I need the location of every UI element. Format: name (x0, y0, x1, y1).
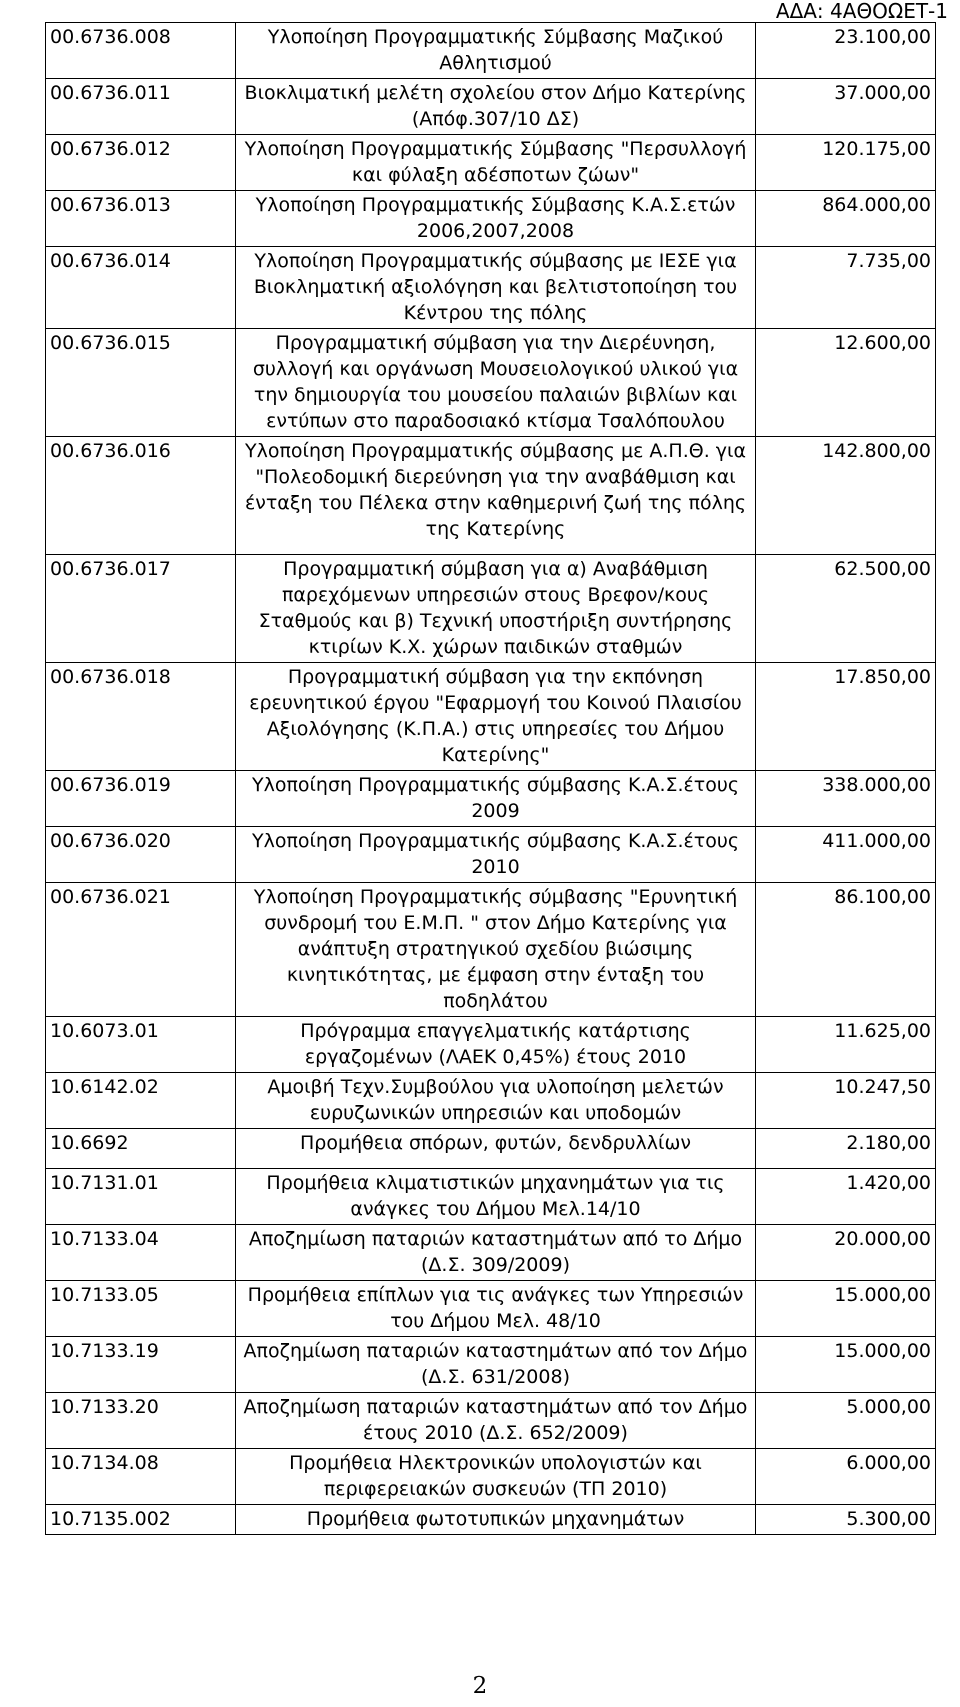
page-number: 2 (472, 1673, 488, 1699)
row-amount: 15.000,00 (756, 1281, 936, 1337)
table-row (46, 827, 936, 883)
row-amount: 10.247,50 (756, 1073, 936, 1129)
row-description: Προγραμματική σύμβαση για την Διερέυνηση, συλλογή και οργάνωση Μουσειολογικού υλικού για την δημιουργία του μουσείου παλαιών βιβλίων και εντύπων στο παραδοσιακό κτίσμα Τσαλόπουλου (236, 329, 756, 437)
ada-code: ΑΔΑ: 4ΑΘΟΩΕΤ-1 (775, 0, 948, 23)
row-code: 10.7131.01 (46, 1169, 236, 1225)
row-amount: 23.100,00 (756, 23, 936, 79)
row-amount: 15.000,00 (756, 1337, 936, 1393)
table-row (46, 883, 936, 1017)
row-code: 00.6736.014 (46, 247, 236, 329)
row-description: Πρόγραμμα επαγγελματικής κατάρτισης εργαζομένων (ΛΑΕΚ 0,45%) έτους 2010 (236, 1017, 756, 1073)
table-row (46, 1505, 936, 1535)
row-amount: 864.000,00 (756, 191, 936, 247)
row-amount: 62.500,00 (756, 555, 936, 663)
row-code: 10.7133.05 (46, 1281, 236, 1337)
row-amount: 20.000,00 (756, 1225, 936, 1281)
table-row (46, 191, 936, 247)
budget-table (45, 22, 936, 1535)
row-description: Υλοποίηση Προγραμματικής σύμβασης "Ερυνητική συνδρομή του Ε.Μ.Π. " στον Δήμο Κατερίνης για ανάπτυξη στρατηγικού σχεδίου βιώσιμης κινητικότητας, με έμφαση στην ένταξη του ποδηλάτου (236, 883, 756, 1017)
row-amount: 6.000,00 (756, 1449, 936, 1505)
table-row (46, 1225, 936, 1281)
row-code: 00.6736.017 (46, 555, 236, 663)
row-code: 00.6736.013 (46, 191, 236, 247)
table-row (46, 1169, 936, 1225)
row-amount: 338.000,00 (756, 771, 936, 827)
row-code: 10.7135.002 (46, 1505, 236, 1535)
row-description: Βιοκλιματική μελέτη σχολείου στον Δήμο Κατερίνης (Απόφ.307/10 ΔΣ) (236, 79, 756, 135)
table-row (46, 79, 936, 135)
table-row (46, 1129, 936, 1169)
row-code: 10.6142.02 (46, 1073, 236, 1129)
row-amount: 7.735,00 (756, 247, 936, 329)
row-amount: 142.800,00 (756, 437, 936, 555)
row-description: Υλοποίηση Προγραμματικής σύμβασης με Α.Π.Θ. για "Πολεοδομική διερεύνηση για την αναβάθμιση και ένταξη του Πέλεκα στην καθημερινή ζωή της πόλης της Κατερίνης (236, 437, 756, 555)
row-description: Αμοιβή Τεχν.Συμβούλου για υλοποίηση μελετών ευρυζωνικών υπηρεσιών και υποδομών (236, 1073, 756, 1129)
row-description: Υλοποίηση Προγραμματικής σύμβασης με ΙΕΣΕ για Βιοκληματική αξιολόγηση και βελτιστοποίηση του Κέντρου της πόλης (236, 247, 756, 329)
row-amount: 17.850,00 (756, 663, 936, 771)
row-amount: 120.175,00 (756, 135, 936, 191)
row-code: 10.7133.19 (46, 1337, 236, 1393)
table-row (46, 771, 936, 827)
row-description: Προγραμματική σύμβαση για α) Αναβάθμιση παρεχόμενων υπηρεσιών στους Βρεφον/κους Σταθμούς και β) Τεχνική υποστήριξη συντήρησης κτιρίων Κ.Χ. χώρων παιδικών σταθμών (236, 555, 756, 663)
row-code: 10.7133.04 (46, 1225, 236, 1281)
table-row (46, 135, 936, 191)
row-description: Προμήθεια επίπλων για τις ανάγκες των Υπηρεσιών του Δήμου Μελ. 48/10 (236, 1281, 756, 1337)
row-code: 10.6073.01 (46, 1017, 236, 1073)
table-row (46, 329, 936, 437)
row-description: Προμήθεια σπόρων, φυτών, δενδρυλλίων (236, 1129, 756, 1169)
table-row (46, 1017, 936, 1073)
row-description: Υλοποίηση Προγραμματικής Σύμβασης "Περσυλλογή και φύλαξη αδέσποτων ζώων" (236, 135, 756, 191)
row-description: Αποζημίωση παταριών καταστημάτων από το Δήμο (Δ.Σ. 309/2009) (236, 1225, 756, 1281)
row-code: 00.6736.015 (46, 329, 236, 437)
table-row (46, 1393, 936, 1449)
row-code: 00.6736.016 (46, 437, 236, 555)
row-description: Υλοποίηση Προγραμματικής σύμβασης Κ.Α.Σ.έτους 2009 (236, 771, 756, 827)
table-row (46, 23, 936, 79)
row-description: Αποζημίωση παταριών καταστημάτων από τον Δήμο (Δ.Σ. 631/2008) (236, 1337, 756, 1393)
row-description: Προμήθεια φωτοτυπικών μηχανημάτων (236, 1505, 756, 1535)
row-code: 10.7134.08 (46, 1449, 236, 1505)
table-row (46, 663, 936, 771)
row-code: 00.6736.021 (46, 883, 236, 1017)
table-row (46, 555, 936, 663)
row-amount: 1.420,00 (756, 1169, 936, 1225)
table-row (46, 247, 936, 329)
row-amount: 37.000,00 (756, 79, 936, 135)
row-code: 00.6736.011 (46, 79, 236, 135)
row-description: Προμήθεια κλιματιστικών μηχανημάτων για τις ανάγκες του Δήμου Μελ.14/10 (236, 1169, 756, 1225)
row-amount: 5.300,00 (756, 1505, 936, 1535)
table-row (46, 1281, 936, 1337)
row-code: 10.7133.20 (46, 1393, 236, 1449)
row-code: 10.6692 (46, 1129, 236, 1169)
table-row (46, 1073, 936, 1129)
row-description: Προγραμματική σύμβαση για την εκπόνηση ερευνητικού έργου "Εφαρμογή του Κοινού Πλαισίου Αξιολόγησης (Κ.Π.Α.) στις υπηρεσίες του Δήμου Κατερίνης" (236, 663, 756, 771)
row-code: 00.6736.019 (46, 771, 236, 827)
row-code: 00.6736.008 (46, 23, 236, 79)
row-description: Υλοποίηση Προγραμματικής Σύμβασης Κ.Α.Σ.ετών 2006,2007,2008 (236, 191, 756, 247)
row-description: Υλοποίηση Προγραμματικής Σύμβασης Μαζικού Αθλητισμού (236, 23, 756, 79)
row-amount: 86.100,00 (756, 883, 936, 1017)
table-row (46, 437, 936, 555)
row-description: Υλοποίηση Προγραμματικής σύμβασης Κ.Α.Σ.έτους 2010 (236, 827, 756, 883)
row-amount: 11.625,00 (756, 1017, 936, 1073)
row-description: Προμήθεια Ηλεκτρονικών υπολογιστών και περιφερειακών συσκευών (ΤΠ 2010) (236, 1449, 756, 1505)
row-amount: 12.600,00 (756, 329, 936, 437)
row-amount: 411.000,00 (756, 827, 936, 883)
row-amount: 5.000,00 (756, 1393, 936, 1449)
row-amount: 2.180,00 (756, 1129, 936, 1169)
row-code: 00.6736.020 (46, 827, 236, 883)
table-row (46, 1449, 936, 1505)
row-code: 00.6736.012 (46, 135, 236, 191)
row-description: Αποζημίωση παταριών καταστημάτων από τον Δήμο έτους 2010 (Δ.Σ. 652/2009) (236, 1393, 756, 1449)
row-code: 00.6736.018 (46, 663, 236, 771)
table-row (46, 1337, 936, 1393)
